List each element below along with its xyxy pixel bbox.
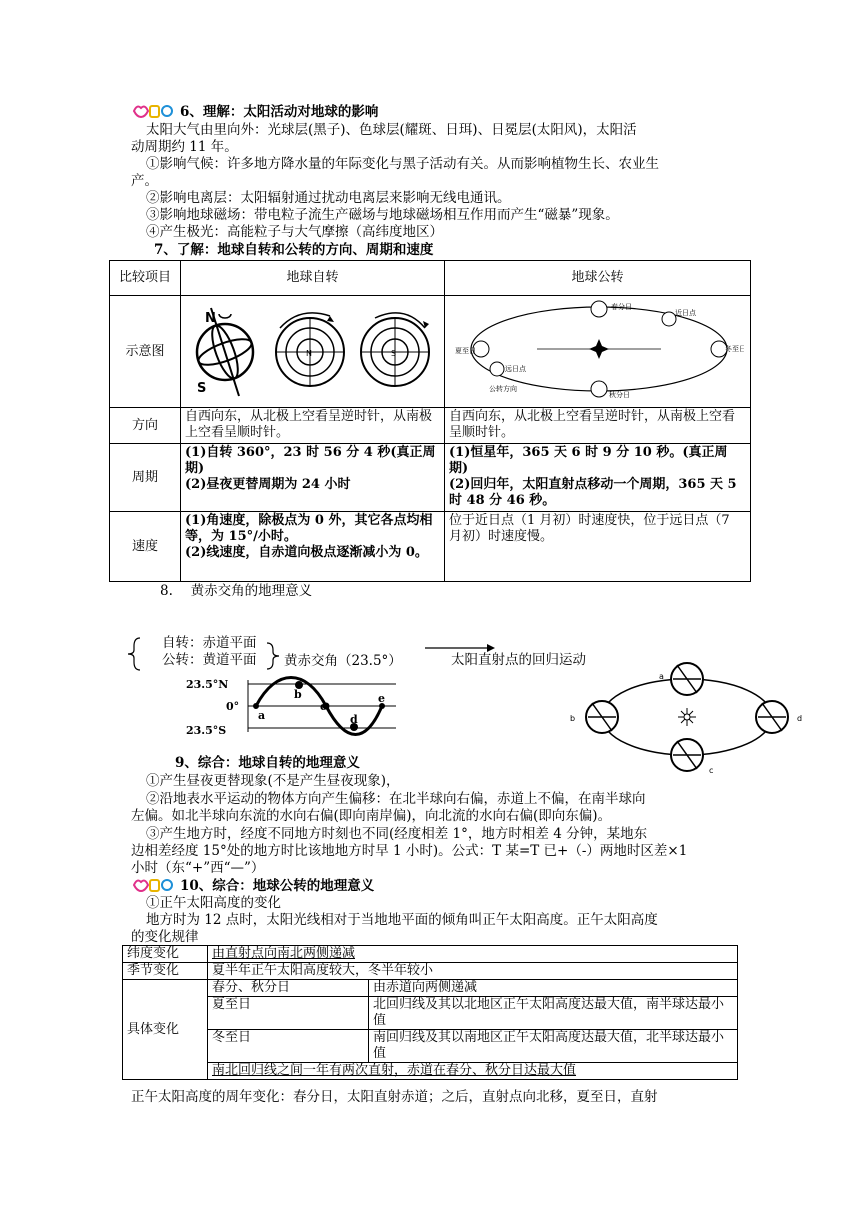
revolution-diagram — [449, 297, 744, 401]
s8-obliquity: 黄赤交角（23.5°） — [284, 653, 402, 669]
value-equinox: 由赤道向两侧递减 — [369, 980, 738, 997]
value-winter-solstice: 南回归线及其以南地区正午太阳高度达最大值，北半球达最小值 — [369, 1030, 738, 1063]
svg-text:N: N — [306, 349, 312, 358]
graph-label-mid: 0° — [226, 700, 240, 713]
period-rotation-1: (1)自转 360°，23 时 56 分 4 秒(真正周期) — [185, 445, 436, 476]
row-label-diagram: 示意图 — [110, 296, 181, 408]
brace-icon — [124, 636, 144, 672]
spring-label: 春分日 — [611, 303, 632, 311]
sun-small-icon — [678, 708, 696, 726]
s9-heading: 9、综合：地球自转的地理意义 — [175, 755, 360, 771]
s6-p4: ④产生极光：高能粒子与大气摩擦（高纬度地区） — [146, 224, 443, 240]
autumn-label: 秋分日 — [609, 391, 630, 399]
speed-rotation-2: (2)线速度，自赤道向极点逐渐减小为 0。 — [185, 545, 428, 560]
s6-p1b: 产。 — [131, 173, 158, 189]
svg-text:S: S — [391, 349, 397, 358]
s9-p2a: ②沿地表水平运动的物体方向产生偏移：在北半球向右偏，赤道上不偏，在南半球向 — [146, 791, 646, 807]
s9-p2b: 左偏。如北半球向东流的水向右偏(即向南岸偏)，向北流的水向右偏(即向东偏)。 — [131, 808, 612, 824]
s6-intro-2: 动周期约 11 年。 — [131, 139, 238, 155]
graph-point-c: c — [320, 700, 327, 713]
s10-heading: 10、综合：地球公转的地理意义 — [180, 878, 375, 894]
s9-p3a: ③产生地方时，经度不同地方时刻也不同(经度相差 1°，地方时相差 4 分钟，某地东 — [146, 826, 648, 842]
s9-p3c: 小时（东“+”西“—”） — [131, 860, 265, 876]
label-latitude: 纬度变化 — [123, 946, 208, 963]
label-winter-solstice: 冬至日 — [208, 1030, 369, 1063]
n-label: N — [205, 311, 216, 326]
s6-intro-1: 太阳大气由里向外：光球层(黑子)、色球层(耀斑、日珥)、日冕层(太阳风)，太阳活 — [146, 122, 637, 138]
orbit-diagram — [565, 655, 815, 775]
row-label-speed: 速度 — [110, 512, 181, 582]
row-label-period: 周期 — [110, 444, 181, 512]
graph-point-e: e — [378, 692, 385, 705]
speed-rotation-1: (1)角速度，除极点为 0 外，其它各点均相等，为 15°/小时。 — [185, 513, 433, 544]
col-header-rotation: 地球自转 — [181, 261, 445, 296]
speed-rotation — [181, 512, 445, 582]
orbit-label-d: d — [797, 714, 803, 723]
subsolar-point-graph — [186, 676, 396, 736]
s9-p1: ①产生昼夜更替现象(不是产生昼夜现象)， — [146, 773, 400, 789]
label-season: 季节变化 — [123, 963, 208, 980]
s6-p3: ③影响地球磁场：带电粒子流生产磁场与地球磁场相互作用而产生“磁暴”现象。 — [146, 207, 619, 223]
s9-p3b: 边相差经度 15°处的地方时比该地地方时早 1 小时)。公式：T 某=T 已+（-）两地时区差×1 — [131, 843, 688, 859]
s6-p2: ②影响电离层：太阳辐射通过扰动电离层来影响无线电通讯。 — [146, 190, 511, 206]
s-label: S — [197, 381, 207, 396]
brace-right-icon — [265, 641, 283, 673]
winter-label: 冬至日 — [725, 345, 744, 353]
s6-heading: 6、理解：太阳活动对地球的影响 — [180, 104, 379, 120]
s8-rotation-plane: 自转：赤道平面 — [162, 635, 257, 651]
summer-label: 夏至日 — [455, 347, 476, 355]
revolution-diagram-cell — [445, 296, 751, 408]
aphelion-label: 远日点 — [505, 365, 526, 373]
period-rotation — [181, 444, 445, 512]
graph-point-a: a — [258, 709, 266, 722]
rotation-diagram-cell — [181, 296, 445, 408]
value-summer-solstice: 北回归线及其以北地区正午太阳高度达最大值，南半球达最小值 — [369, 997, 738, 1030]
col-header-revolution: 地球公转 — [445, 261, 751, 296]
noon-sun-height-table — [122, 945, 738, 1080]
period-revolution — [445, 444, 751, 512]
label-specific: 具体变化 — [123, 980, 208, 1080]
label-equinox: 春分、秋分日 — [208, 980, 369, 997]
s8-revolution-plane: 公转：黄道平面 — [162, 652, 257, 668]
orbit-label-a: a — [659, 672, 664, 681]
graph-label-top: 23.5°N — [186, 678, 229, 691]
period-revolution-1: (1)恒星年，365 天 6 时 9 分 10 秒。(真正周期) — [449, 445, 728, 476]
value-latitude: 由直射点向南北两侧递减 — [208, 946, 738, 963]
graph-point-d: d — [350, 713, 358, 726]
period-rotation-2: (2)昼夜更替周期为 24 小时 — [185, 477, 351, 492]
s8-heading: 8. 黄赤交角的地理意义 — [160, 583, 313, 599]
perihelion-label: 近日点 — [675, 309, 696, 317]
s6-p1a: ①影响气候：许多地方降水量的年际变化与黑子活动有关。从而影响植物生长、农业生 — [146, 156, 659, 172]
section-logo-icon — [132, 877, 176, 893]
rotation-diagram — [185, 297, 440, 401]
s10-tail: 正午太阳高度的周年变化：春分日，太阳直射赤道；之后，直射点向北移，夏至日，直射 — [131, 1089, 658, 1105]
s10-p2b: 的变化规律 — [131, 929, 199, 945]
section-logo-icon — [132, 103, 176, 119]
orbit-label-c: c — [709, 766, 714, 775]
col-header-item: 比较项目 — [110, 261, 181, 296]
s10-p2a: 地方时为 12 点时，太阳光线相对于当地地平面的倾角叫正午太阳高度。正午太阳高度 — [146, 912, 658, 928]
value-season: 夏半年正午太阳高度较大，冬半年较小 — [208, 963, 738, 980]
graph-point-b: b — [294, 688, 302, 701]
direction-label: 公转方向 — [489, 385, 517, 393]
row-label-direction: 方向 — [110, 408, 181, 444]
direction-revolution: 自西向东，从北极上空看呈逆时针，从南极上空看呈顺时针。 — [445, 408, 751, 444]
value-tropics: 南北回归线之间一年有两次直射，赤道在春分、秋分日达最大值 — [208, 1063, 738, 1080]
graph-label-bottom: 23.5°S — [186, 724, 227, 736]
period-revolution-2: (2)回归年，太阳直射点移动一个周期，365 天 5 时 48 分 46 秒。 — [449, 477, 737, 508]
s10-p1: ①正午太阳高度的变化 — [146, 895, 281, 911]
speed-revolution: 位于近日点（1 月初）时速度快，位于远日点（7 月初）时速度慢。 — [445, 512, 751, 582]
direction-rotation: 自西向东，从北极上空看呈逆时针，从南极上空看呈顺时针。 — [181, 408, 445, 444]
orbit-label-b: b — [570, 714, 576, 723]
s7-heading: 7、了解：地球自转和公转的方向、周期和速度 — [154, 242, 434, 258]
s8-result: 太阳直射点的回归运动 — [451, 652, 586, 668]
rotation-revolution-table — [109, 260, 751, 582]
label-summer-solstice: 夏至日 — [208, 997, 369, 1030]
